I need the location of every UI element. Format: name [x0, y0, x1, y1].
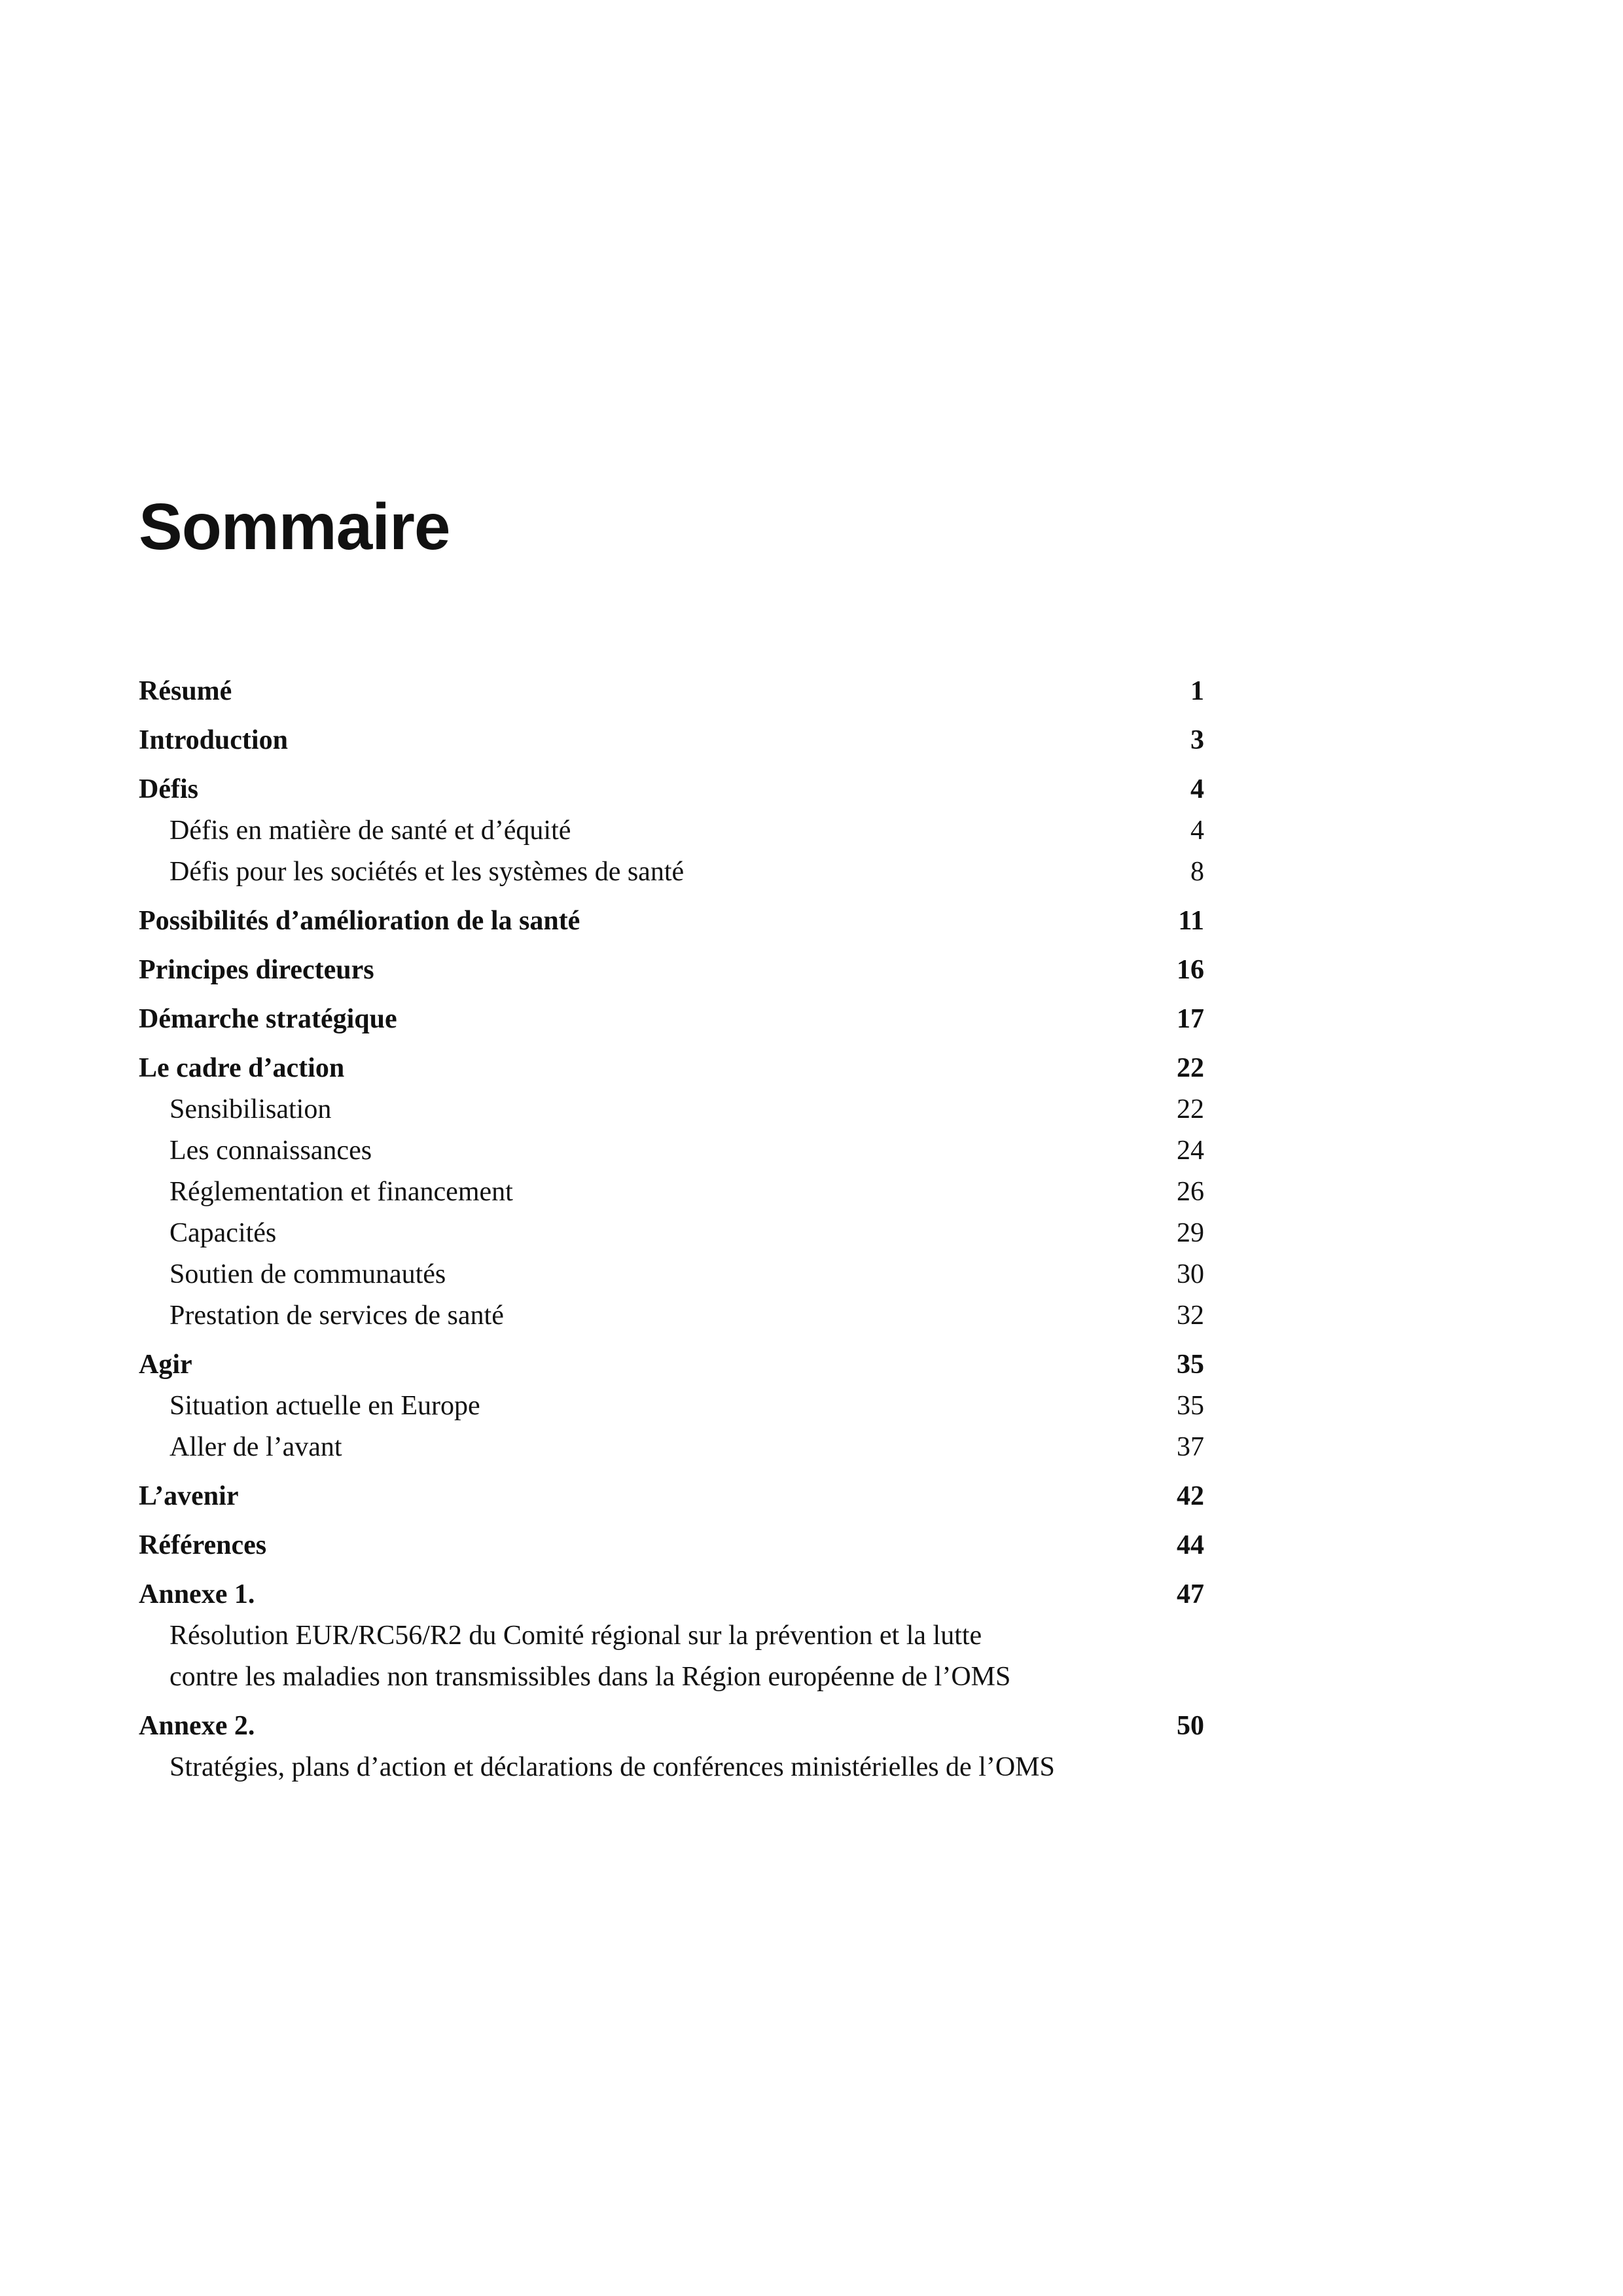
- toc-entry-label: Annexe 2.: [139, 1711, 255, 1741]
- toc-entry-label: Les connaissances: [169, 1136, 372, 1166]
- toc-entry-label: contre les maladies non transmissibles dans la Région européenne de l’OMS: [169, 1662, 1011, 1692]
- toc-subentry-annexe-2-line-1[interactable]: [139, 1747, 1204, 1788]
- toc-subentry-defis-societes[interactable]: [139, 852, 1204, 893]
- toc-entry-page: 3: [1190, 725, 1204, 755]
- toc-entry-page: 26: [1177, 1177, 1204, 1207]
- toc-subentry-annexe-1-line-2[interactable]: [139, 1657, 1204, 1698]
- toc-entry-introduction[interactable]: [139, 720, 1204, 761]
- toc-entry-page: 1: [1190, 676, 1204, 706]
- toc-entry-page: 16: [1177, 955, 1204, 985]
- toc-entry-label: Stratégies, plans d’action et déclarations de conférences ministérielles de l’OMS: [169, 1752, 1055, 1782]
- toc-entry-label: Principes directeurs: [139, 955, 374, 985]
- toc-subentry-aller-avant[interactable]: [139, 1427, 1204, 1468]
- page-title: Sommaire: [139, 490, 450, 564]
- toc-entry-defis[interactable]: [139, 769, 1204, 810]
- toc-entry-label: Réglementation et financement: [169, 1177, 513, 1207]
- toc-entry-label: Possibilités d’amélioration de la santé: [139, 906, 580, 936]
- toc-entry-annexe-1[interactable]: [139, 1574, 1204, 1615]
- toc-entry-page: 4: [1190, 816, 1204, 846]
- toc-entry-page: 24: [1177, 1136, 1204, 1166]
- toc-entry-page: 42: [1177, 1481, 1204, 1511]
- toc-entry-page: 47: [1177, 1579, 1204, 1609]
- toc-subentry-connaissances[interactable]: [139, 1130, 1204, 1172]
- toc-entry-label: Annexe 1.: [139, 1579, 255, 1609]
- toc-entry-label: Aller de l’avant: [169, 1432, 342, 1462]
- toc-entry-page: 8: [1190, 857, 1204, 887]
- toc-entry-references[interactable]: [139, 1525, 1204, 1566]
- toc-subentry-defis-sante-equite[interactable]: [139, 810, 1204, 852]
- toc-entry-label: Résumé: [139, 676, 232, 706]
- table-of-contents: [139, 671, 1204, 1788]
- toc-entry-label: Capacités: [169, 1218, 277, 1248]
- toc-entry-label: Soutien de communautés: [169, 1259, 446, 1289]
- toc-entry-page: 50: [1177, 1711, 1204, 1741]
- toc-entry-annexe-2[interactable]: [139, 1706, 1204, 1747]
- toc-entry-label: L’avenir: [139, 1481, 239, 1511]
- toc-entry-label: Défis pour les sociétés et les systèmes de santé: [169, 857, 685, 887]
- toc-entry-label: Résolution EUR/RC56/R2 du Comité régional sur la prévention et la lutte: [169, 1621, 982, 1651]
- toc-subentry-prestation[interactable]: [139, 1295, 1204, 1336]
- toc-entry-page: 29: [1177, 1218, 1204, 1248]
- toc-subentry-situation[interactable]: [139, 1386, 1204, 1427]
- toc-entry-label: Agir: [139, 1350, 192, 1380]
- toc-entry-page: 35: [1177, 1391, 1204, 1421]
- toc-entry-label: Le cadre d’action: [139, 1053, 345, 1083]
- toc-entry-page: 4: [1190, 774, 1204, 804]
- toc-entry-page: 32: [1177, 1300, 1204, 1331]
- toc-entry-page: 17: [1177, 1004, 1204, 1034]
- toc-entry-label: Défis en matière de santé et d’équité: [169, 816, 571, 846]
- toc-entry-avenir[interactable]: [139, 1476, 1204, 1517]
- toc-subentry-reglementation[interactable]: [139, 1172, 1204, 1213]
- toc-entry-page: 37: [1177, 1432, 1204, 1462]
- toc-entry-demarche[interactable]: [139, 999, 1204, 1040]
- toc-entry-agir[interactable]: [139, 1344, 1204, 1386]
- toc-entry-page: 11: [1178, 906, 1204, 936]
- toc-entry-resume[interactable]: [139, 671, 1204, 712]
- toc-entry-cadre-action[interactable]: [139, 1048, 1204, 1089]
- toc-entry-label: Introduction: [139, 725, 288, 755]
- toc-entry-page: 22: [1177, 1094, 1204, 1124]
- toc-subentry-sensibilisation[interactable]: [139, 1089, 1204, 1130]
- toc-entry-label: Situation actuelle en Europe: [169, 1391, 480, 1421]
- toc-subentry-annexe-1-line-1[interactable]: [139, 1615, 1204, 1657]
- toc-entry-principes[interactable]: [139, 950, 1204, 991]
- toc-entry-label: Sensibilisation: [169, 1094, 332, 1124]
- toc-entry-label: Références: [139, 1530, 267, 1560]
- toc-entry-page: 30: [1177, 1259, 1204, 1289]
- toc-entry-page: 44: [1177, 1530, 1204, 1560]
- toc-entry-label: Défis: [139, 774, 198, 804]
- toc-entry-label: Démarche stratégique: [139, 1004, 397, 1034]
- toc-entry-page: 35: [1177, 1350, 1204, 1380]
- toc-subentry-capacites[interactable]: [139, 1213, 1204, 1254]
- toc-entry-label: Prestation de services de santé: [169, 1300, 504, 1331]
- toc-entry-page: 22: [1177, 1053, 1204, 1083]
- toc-subentry-soutien[interactable]: [139, 1254, 1204, 1295]
- toc-entry-possibilites[interactable]: [139, 901, 1204, 942]
